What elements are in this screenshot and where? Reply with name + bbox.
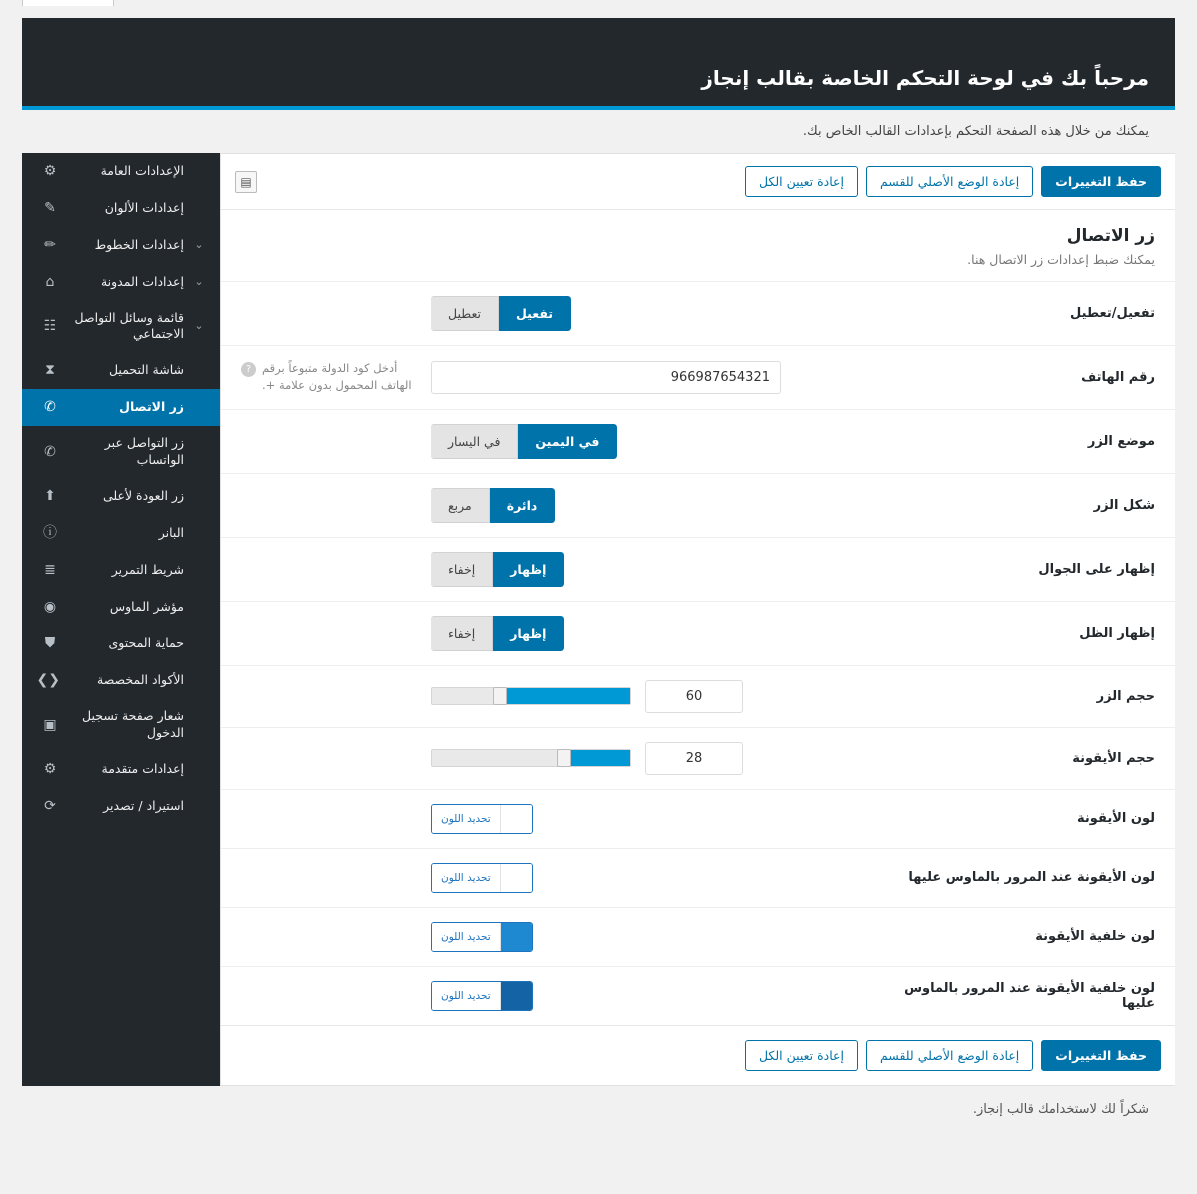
label-shadow: إظهار الظل: [1079, 625, 1155, 641]
icon-size-slider[interactable]: [431, 749, 631, 767]
pencil-icon: ✏: [44, 236, 56, 253]
sidebar-label-back-to-top: زر العودة لأعلى: [102, 487, 184, 503]
sidebar-item-loader[interactable]: [22, 352, 220, 389]
toggle-enable-off[interactable]: تعطيل: [431, 296, 499, 331]
home-icon: ⌂: [45, 273, 55, 290]
label-icon-color-hover: لون الأيقونة عند المرور بالماوس عليها: [908, 870, 1155, 885]
field-icon-bg-hover: [431, 981, 855, 1011]
sidebar-arrow-blog: ⌄: [194, 274, 204, 288]
sidebar-label-login-logo: شعار صفحة تسجيل الدخول: [82, 708, 184, 741]
sidebar-label-blog: إعدادات المدونة: [100, 273, 184, 289]
sidebar-label-colors: إعدادات الألوان: [104, 199, 184, 215]
slider-button-size-wrap: [431, 680, 743, 713]
button-size-input[interactable]: [645, 680, 743, 713]
button-size-slider-knob[interactable]: [493, 687, 507, 705]
label-icon-color: لون الأيقونة: [1077, 811, 1155, 826]
toggle-show-mobile[interactable]: [431, 552, 564, 587]
phone-icon: ✆: [44, 399, 56, 416]
color-swatch-icon-bg[interactable]: [500, 923, 532, 951]
sidebar-item-banner[interactable]: [22, 515, 220, 552]
phone-input[interactable]: [431, 361, 781, 394]
sidebar-item-back-to-top[interactable]: [22, 478, 220, 515]
code-icon: ❮❯: [36, 672, 60, 689]
sidebar-label-banner: البانر: [158, 524, 184, 540]
toggle-shadow[interactable]: [431, 616, 564, 651]
sidebar-item-whatsapp[interactable]: [22, 426, 220, 478]
row-show-mobile: [221, 537, 1175, 601]
gear-icon: ⚙: [43, 163, 57, 179]
sidebar-item-custom-code[interactable]: [22, 662, 220, 699]
reset-section-button-top[interactable]: إعادة الوضع الأصلي للقسم: [866, 166, 1033, 197]
field-icon-size: [431, 742, 855, 775]
sidebar-label-loader: شاشة التحميل: [108, 362, 184, 378]
slider-icon-size-wrap: [431, 742, 743, 775]
label-enable: تفعيل/تعطيل: [1069, 306, 1155, 321]
sidebar-label-import-export: استيراد / تصدير: [103, 797, 184, 813]
sidebar-label-call-button: زر الاتصال: [119, 399, 184, 415]
row-shadow: [221, 601, 1175, 665]
icon-size-slider-knob[interactable]: [557, 749, 571, 767]
admin-page: [22, 18, 1175, 1139]
row-icon-color: [221, 789, 1175, 848]
toggle-enable[interactable]: [431, 296, 571, 331]
reset-all-button-top[interactable]: إعادة تعيين الكل: [745, 166, 858, 197]
section-header: [221, 210, 1175, 281]
sidebar-item-scrollbar[interactable]: [22, 552, 220, 589]
sidebar-label-content-protection: حماية المحتوى: [108, 635, 184, 651]
color-swatch-icon-color-hover[interactable]: [500, 864, 532, 892]
toggle-show-mobile-off[interactable]: إخفاء: [431, 552, 493, 587]
field-shadow: [431, 616, 855, 651]
color-picker-icon-bg-hover[interactable]: [431, 981, 533, 1011]
color-picker-label-icon-bg[interactable]: تحديد اللون: [432, 923, 500, 951]
color-picker-icon-bg[interactable]: [431, 922, 533, 952]
label-phone: رقم الهاتف: [1081, 369, 1155, 385]
top-strip: [0, 0, 1197, 18]
row-position: [221, 409, 1175, 473]
sidebar-label-scrollbar: شريط التمرير: [111, 561, 184, 577]
field-shape: [431, 488, 855, 523]
toggle-shadow-off[interactable]: إخفاء: [431, 616, 493, 651]
field-show-mobile: [431, 552, 855, 587]
sidebar-item-blog[interactable]: [22, 264, 220, 301]
sync-icon: ⟳: [44, 797, 56, 814]
shield-icon: ⛊: [44, 635, 56, 652]
icon-size-slider-fill: [571, 750, 630, 766]
toggle-shape-circle[interactable]: دائرة: [489, 488, 556, 523]
button-size-slider[interactable]: [431, 687, 631, 705]
sidebar-item-general[interactable]: [22, 153, 220, 190]
button-size-slider-fill: [507, 688, 630, 704]
cursor-icon: ◉: [43, 598, 57, 615]
panel-toggle-icon[interactable]: ▤: [235, 171, 257, 193]
sidebar-label-whatsapp: زر التواصل عبر الواتساب: [104, 435, 184, 467]
sidebar-item-content-protection[interactable]: [22, 625, 220, 662]
row-icon-bg: [221, 907, 1175, 966]
settings-panel: [220, 153, 1175, 1086]
toggle-shadow-on[interactable]: إظهار: [492, 616, 564, 651]
field-phone: [431, 361, 855, 394]
cogs-icon: ⚙: [43, 760, 57, 777]
field-icon-color: [431, 804, 855, 834]
color-picker-label-icon-bg-hover[interactable]: تحديد اللون: [432, 982, 500, 1010]
toggle-position[interactable]: [431, 424, 617, 459]
label-icon-bg-hover: لون خلفية الأيقونة عند المرور بالماوس عليها: [904, 980, 1155, 1011]
sidebar-item-cursor[interactable]: [22, 589, 220, 626]
field-position: [431, 424, 855, 459]
welcome-banner: [22, 18, 1175, 110]
color-swatch-icon-color[interactable]: [500, 805, 532, 833]
sliders-icon: ≣: [44, 561, 56, 578]
field-button-size: [431, 680, 855, 713]
footer-note: شكراً لك لاستخدامك قالب إنجاز.: [22, 1086, 1175, 1139]
sidebar-label-cursor: مؤشر الماوس: [109, 598, 184, 614]
bottom-toolbar: [221, 1025, 1175, 1085]
row-icon-bg-hover: [221, 966, 1175, 1025]
toggle-shape-square[interactable]: مربع: [431, 488, 490, 523]
section-description: يمكنك ضبط إعدادات زر الاتصال هنا.: [967, 252, 1155, 267]
intro-text: يمكنك من خلال هذه الصفحة التحكم بإعدادات القالب الخاص بك.: [22, 110, 1175, 153]
sidebar-label-custom-code: الأكواد المخصصة: [97, 672, 184, 688]
banner-title: مرحباً بك في لوحة التحكم الخاصة بقالب إنجاز: [701, 66, 1149, 90]
sidebar-item-import-export[interactable]: [22, 788, 220, 825]
info-icon: ⓘ: [43, 524, 57, 541]
row-phone: [221, 345, 1175, 409]
color-picker-label-icon-color[interactable]: تحديد اللون: [432, 805, 500, 833]
icon-size-input[interactable]: [645, 742, 743, 775]
toggle-position-left[interactable]: في اليسار: [431, 424, 518, 459]
field-icon-bg: [431, 922, 855, 952]
sidebar-label-general: الإعدادات العامة: [100, 163, 184, 178]
color-picker-label-icon-color-hover[interactable]: تحديد اللون: [432, 864, 500, 892]
browser-tab-ghost: [22, 0, 114, 6]
toggle-shape[interactable]: [431, 488, 555, 523]
row-shape: [221, 473, 1175, 537]
brush-icon: ✎: [44, 199, 56, 216]
section-title: زر الاتصال: [1066, 226, 1155, 246]
row-enable: [221, 281, 1175, 345]
sidebar-item-colors[interactable]: [22, 190, 220, 227]
row-icon-color-hover: [221, 848, 1175, 907]
label-button-size: حجم الزر: [1096, 688, 1155, 704]
field-enable: [431, 296, 855, 331]
main-area: [22, 153, 1175, 1086]
toggle-show-mobile-on[interactable]: إظهار: [492, 552, 564, 587]
reset-section-button-bottom[interactable]: إعادة الوضع الأصلي للقسم: [866, 1040, 1033, 1071]
arrow-up-icon: ⬆: [44, 487, 56, 504]
settings-sidebar: [22, 153, 220, 1086]
sidebar-item-call-button[interactable]: [22, 389, 220, 426]
help-phone: [241, 360, 431, 395]
top-toolbar: [221, 154, 1175, 210]
sidebar-item-fonts[interactable]: [22, 227, 220, 264]
color-swatch-icon-bg-hover[interactable]: [500, 982, 532, 1010]
list-icon: ☷: [43, 317, 57, 334]
label-position: موضع الزر: [1087, 433, 1155, 449]
label-show-mobile: إظهار على الجوال: [1038, 561, 1155, 577]
hourglass-icon: ⧗: [45, 362, 55, 379]
sidebar-label-advanced: إعدادات متقدمة: [101, 760, 184, 776]
sidebar-arrow-social: ⌄: [194, 319, 204, 333]
help-phone-text: أدخل كود الدولة متبوعاً برقم الهاتف المحمول بدون علامة +.: [262, 361, 412, 393]
color-picker-icon-color-hover[interactable]: [431, 863, 533, 893]
color-picker-icon-color[interactable]: [431, 804, 533, 834]
question-mark-icon[interactable]: ?: [241, 362, 256, 377]
reset-all-button-bottom[interactable]: إعادة تعيين الكل: [745, 1040, 858, 1071]
row-icon-size: [221, 727, 1175, 789]
sidebar-label-social: قائمة وسائل التواصل الاجتماعي: [74, 309, 184, 342]
label-icon-bg: لون خلفية الأيقونة: [1035, 929, 1155, 944]
save-button-bottom[interactable]: حفظ التغييرات: [1041, 1040, 1161, 1071]
sidebar-arrow-fonts: ⌄: [194, 237, 204, 251]
image-icon: ▣: [43, 716, 57, 733]
toggle-position-right[interactable]: في اليمين: [517, 424, 617, 459]
sidebar-item-advanced[interactable]: [22, 751, 220, 788]
sidebar-item-social[interactable]: [22, 301, 220, 353]
row-button-size: [221, 665, 1175, 727]
sidebar-label-fonts: إعدادات الخطوط: [94, 236, 184, 252]
toggle-enable-on[interactable]: تفعيل: [498, 296, 571, 331]
label-shape: شكل الزر: [1093, 497, 1155, 513]
save-button-top[interactable]: حفظ التغييرات: [1041, 166, 1161, 197]
sidebar-item-login-logo[interactable]: [22, 699, 220, 751]
label-icon-size: حجم الأيقونة: [1072, 750, 1155, 766]
whatsapp-icon: ✆: [44, 443, 56, 460]
field-icon-color-hover: [431, 863, 855, 893]
